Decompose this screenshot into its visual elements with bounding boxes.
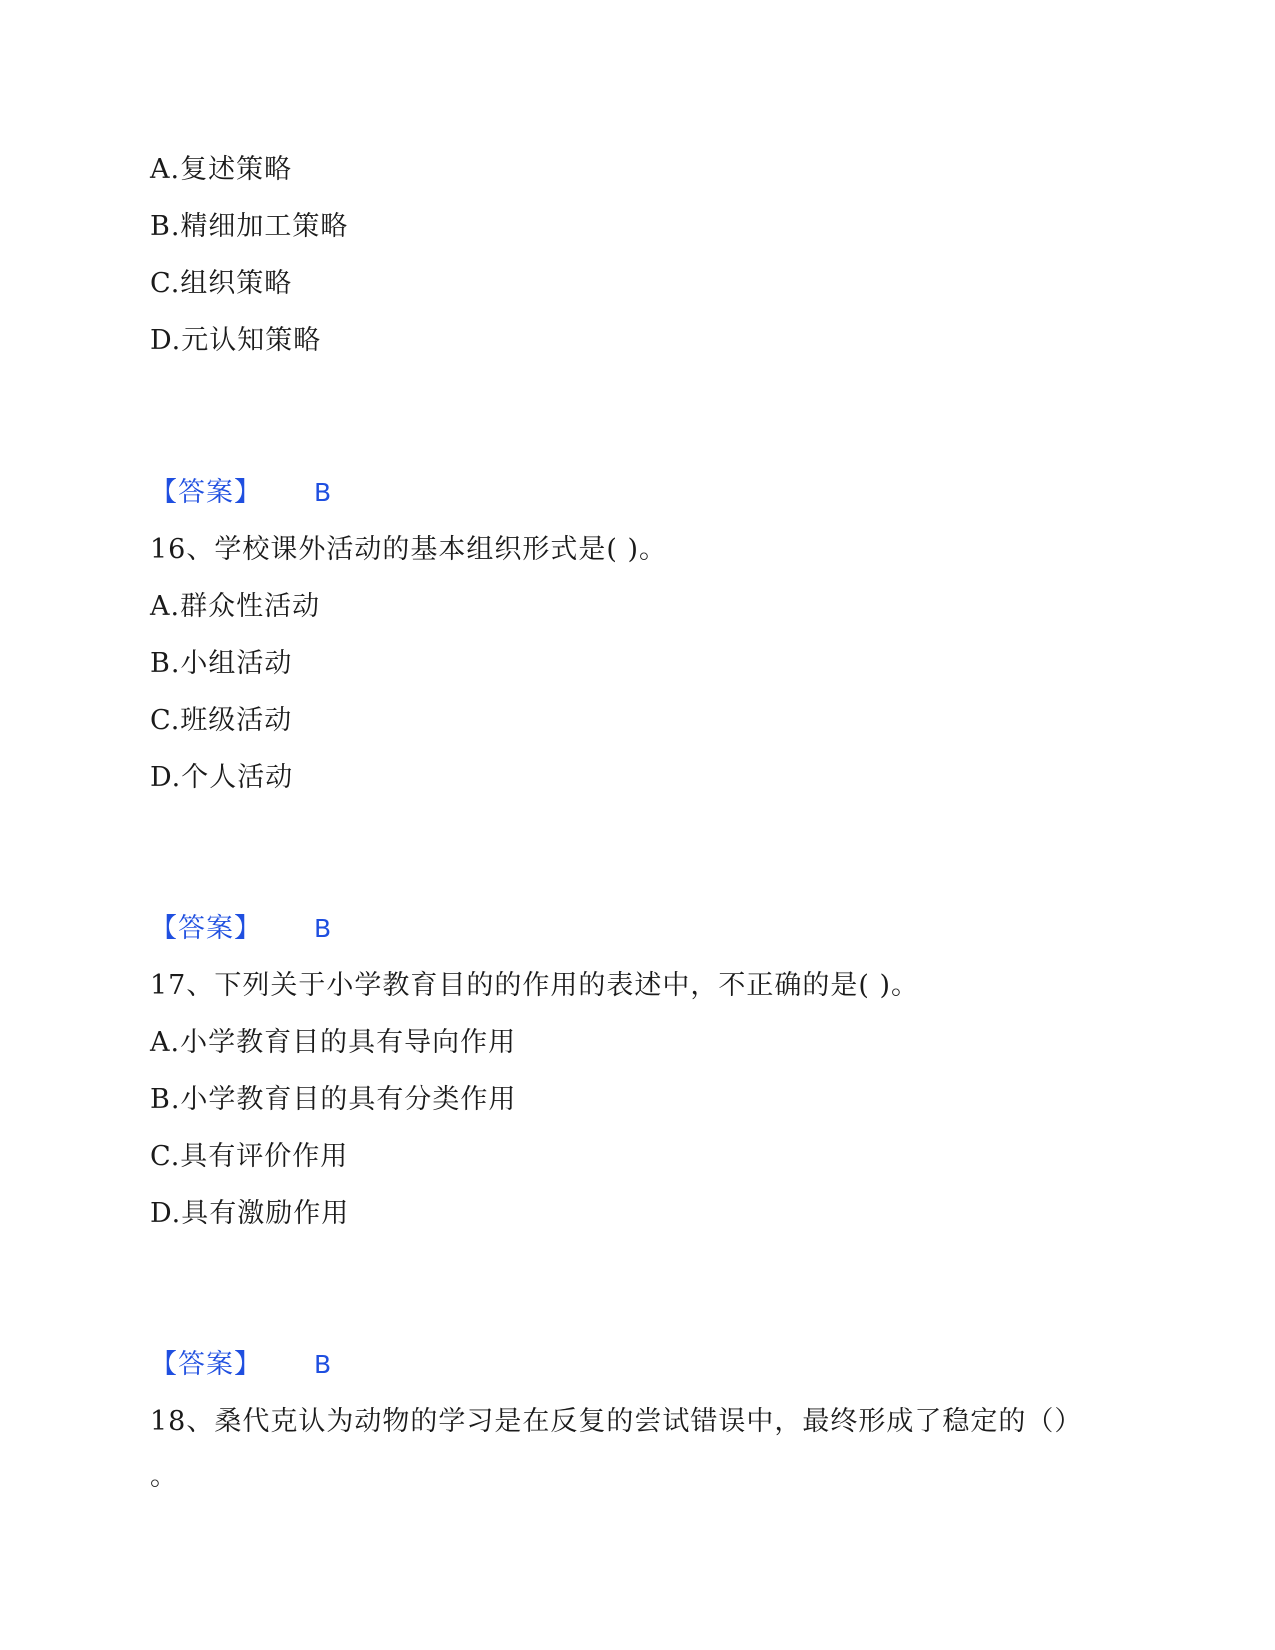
q16-option-c: C.班级活动 (150, 705, 293, 736)
answer-label: 【答案】 (150, 477, 262, 508)
answer-label: 【答案】 (150, 913, 262, 944)
answer-16 (150, 912, 332, 946)
answer-15 (150, 476, 332, 510)
q16-option-b: B.小组活动 (150, 648, 293, 679)
question-18-continuation: 。 (150, 1461, 178, 1492)
answer-17 (150, 1348, 332, 1382)
q17-option-d: D.具有激励作用 (150, 1198, 350, 1229)
question-18: 18、桑代克认为动物的学习是在反复的尝试错误中，最终形成了稳定的（） (150, 1406, 1083, 1437)
question-17: 17、下列关于小学教育目的的作用的表述中，不正确的是( )。 (150, 970, 920, 1001)
q17-option-a: A.小学教育目的具有导向作用 (150, 1027, 517, 1058)
q16-option-d: D.个人活动 (150, 762, 294, 793)
answer-value: B (314, 1350, 333, 1379)
answer-value: B (314, 478, 333, 507)
q15-option-c: C.组织策略 (150, 268, 293, 299)
q17-option-b: B.小学教育目的具有分类作用 (150, 1084, 517, 1115)
q15-option-b: B.精细加工策略 (150, 211, 349, 242)
question-16: 16、学校课外活动的基本组织形式是( )。 (150, 534, 668, 565)
q17-option-c: C.具有评价作用 (150, 1141, 349, 1172)
answer-value: B (314, 914, 333, 943)
q16-option-a: A.群众性活动 (150, 591, 321, 622)
answer-label: 【答案】 (150, 1349, 262, 1380)
q15-option-d: D.元认知策略 (150, 325, 322, 356)
q15-option-a: A.复述策略 (150, 154, 293, 185)
